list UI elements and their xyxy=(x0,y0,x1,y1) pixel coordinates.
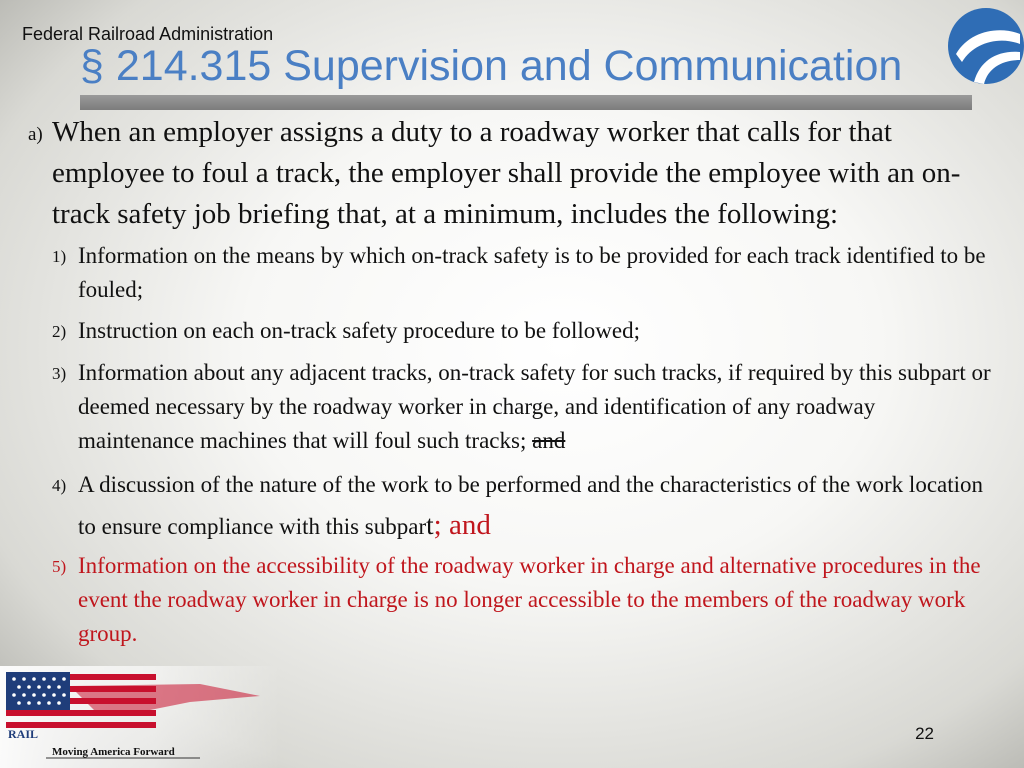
paragraph-label: a) xyxy=(28,124,43,145)
added-text: ; and xyxy=(433,509,491,541)
list-item-4 xyxy=(52,465,996,547)
paragraph-a xyxy=(28,112,996,235)
list-item-1 xyxy=(52,239,996,307)
list-item-text-wrap xyxy=(78,356,996,458)
list-item-5 xyxy=(52,549,996,651)
list-item-text: Instruction on each on-track safety procedure to be followed; xyxy=(78,318,641,343)
dot-logo-icon xyxy=(944,4,1024,96)
footer-motto: Moving America Forward xyxy=(52,746,175,758)
page-title: § 214.315 Supervision and Communication xyxy=(80,42,903,90)
footer-logo-text: RAIL xyxy=(8,727,39,741)
page-number: 22 xyxy=(915,724,934,743)
list-item-number: 3) xyxy=(52,364,67,383)
struck-text: and xyxy=(532,428,566,453)
list-item-text-end: t xyxy=(426,510,434,540)
list-item-number: 1) xyxy=(52,247,67,266)
agency-name: Federal Railroad Administration xyxy=(22,24,274,44)
title-underline-bar xyxy=(80,95,972,110)
list-item-text: Information on the accessibility of the roadway worker in charge and alternative procedures in the event the roadway worker in charge is no longer accessible to the members of the roadway work group. xyxy=(78,553,981,646)
list-item-number: 5) xyxy=(52,557,67,576)
list-item-text: A discussion of the nature of the work to be performed and the characteristics of the work location to ensure compliance with this subpar xyxy=(78,472,984,539)
list-item-text-wrap xyxy=(78,465,996,547)
list-item-text: Information on the means by which on-track safety is to be provided for each track identified to be fouled; xyxy=(78,243,986,302)
list-item-number: 4) xyxy=(52,476,67,495)
list-item-number: 2) xyxy=(52,322,67,341)
paragraph-text: When an employer assigns a duty to a roadway worker that calls for that employee to foul a track, the employer shall provide the employee with an on-track safety job briefing that, at a minimum, includes the following: xyxy=(52,116,961,230)
list-item-3 xyxy=(52,356,996,458)
list-item-2 xyxy=(52,314,996,349)
list-item-text: Information about any adjacent tracks, on-track safety for such tracks, if required by this subpart or deemed necessary by the roadway worker in charge, and identification of any roadway maintenance machines that will foul such tracks; xyxy=(78,360,991,453)
regulation-body xyxy=(28,112,996,651)
